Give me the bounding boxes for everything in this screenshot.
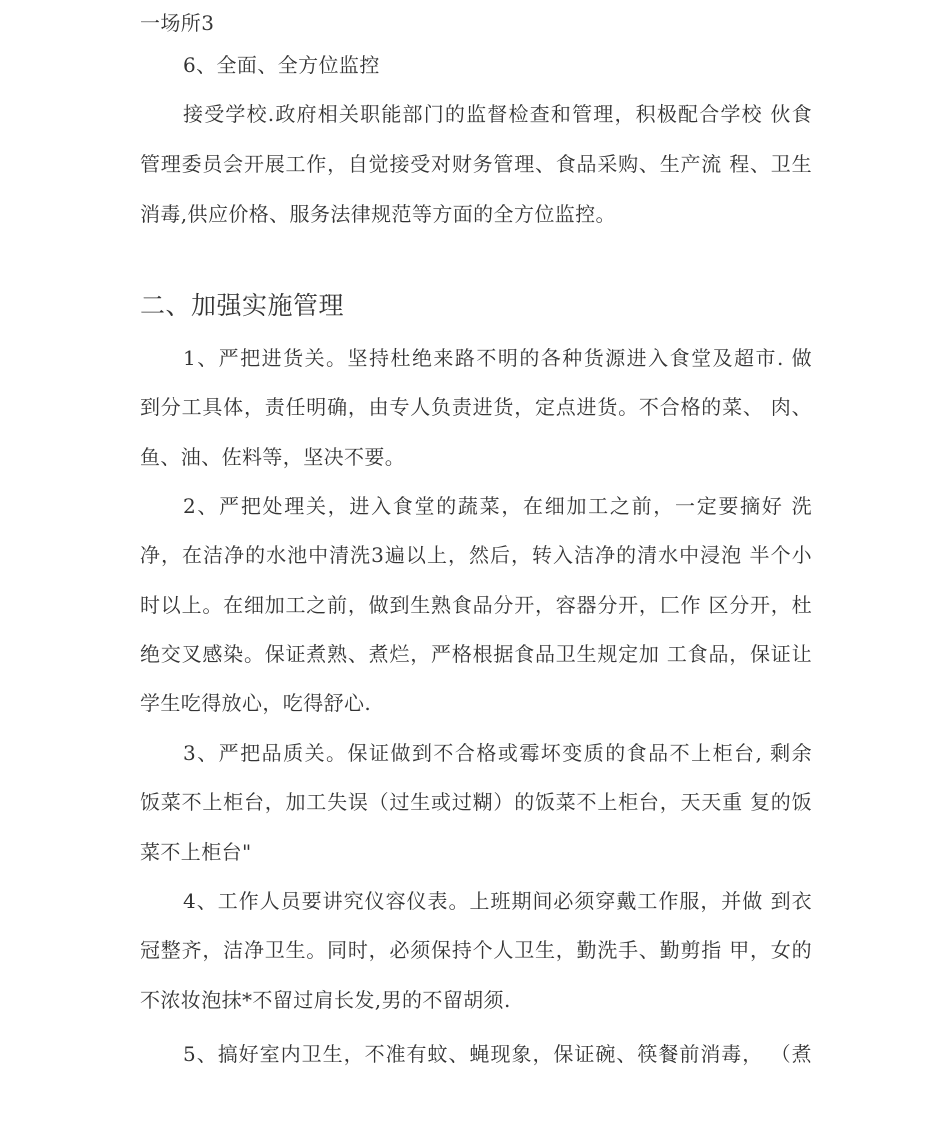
section-heading: 二、加强实施管理 [140, 291, 345, 320]
paragraph-line: 菜不上柜台" [140, 840, 252, 864]
paragraph-line: 到分工具体，责任明确，由专人负责进货，定点进货。不合格的菜、 肉、 [140, 395, 812, 419]
paragraph-line: 管理委员会开展工作，自觉接受对财务管理、食品采购、生产流 程、卫生 [140, 152, 812, 176]
paragraph-line: 不浓妆泡抹*不留过肩长发,男的不留胡须. [140, 988, 511, 1012]
paragraph-line: 4、工作人员要讲究仪容仪表。上班期间必须穿戴工作服，并做 到衣 [183, 889, 812, 913]
text-line: 一场所3 [140, 11, 215, 35]
subsection-title: 6、全面、全方位监控 [183, 53, 380, 77]
paragraph-line: 5、搞好室内卫生，不准有蚊、蝇现象，保证碗、筷餐前消毒， （煮 [183, 1042, 812, 1066]
paragraph-line: 饭菜不上柜台，加工失误（过生或过糊）的饭菜不上柜台，天天重 复的饭 [140, 790, 812, 814]
paragraph-line: 鱼、油、佐料等，坚决不要。 [140, 445, 406, 469]
paragraph-line: 接受学校.政府相关职能部门的监督检查和管理，积极配合学校 伙食 [183, 102, 812, 126]
paragraph-line: 时以上。在细加工之前，做到生熟食品分开，容器分开，匚作 区分开，杜 [140, 593, 812, 617]
paragraph-line: 净，在洁净的水池中清洗3遍以上，然后，转入洁净的清水中浸泡 半个小 [140, 543, 812, 567]
paragraph-line: 3、严把品质关。保证做到不合格或霉坏变质的食品不上柜台, 剩余 [183, 741, 812, 765]
paragraph-line: 学生吃得放心，吃得舒心. [140, 691, 372, 715]
paragraph-line: 绝交叉感染。保证煮熟、煮烂，严格根据食品卫生规定加 工食品，保证让 [140, 642, 812, 666]
paragraph-line: 2、严把处理关，进入食堂的蔬菜，在细加工之前，一定要摘好 洗 [183, 494, 812, 518]
paragraph-line: 1、严把进货关。坚持杜绝来路不明的各种货源进入食堂及超市. 做 [183, 346, 812, 370]
paragraph-line: 冠整齐，洁净卫生。同时，必须保持个人卫生，勤洗手、勤剪指 甲，女的 [140, 938, 812, 962]
paragraph-line: 消毒,供应价格、服务法律规范等方面的全方位监控。 [140, 202, 616, 226]
